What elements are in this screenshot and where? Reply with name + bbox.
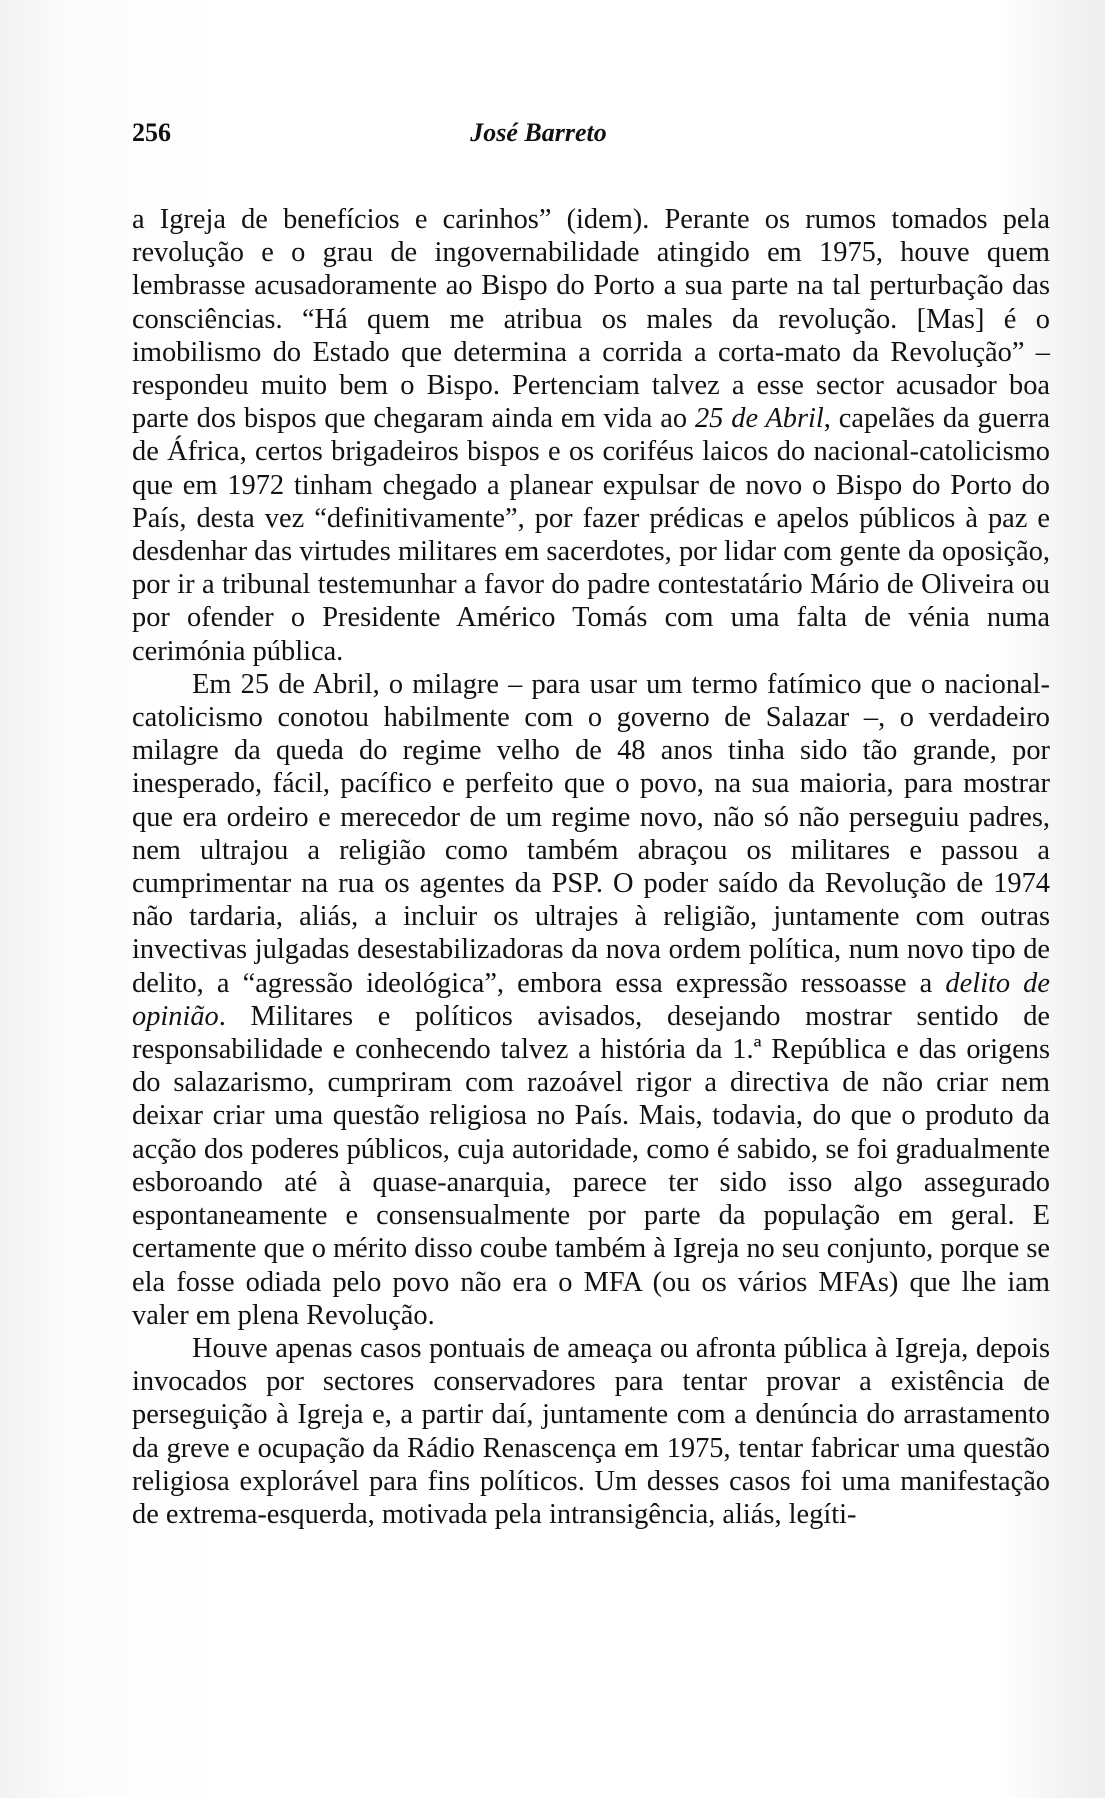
paragraph xyxy=(132,1332,1050,1531)
text-run-italic: 25 de Abril xyxy=(694,403,824,435)
page-number: 256 xyxy=(132,118,171,147)
paragraph xyxy=(132,668,1050,1332)
running-title: José Barreto xyxy=(470,118,607,147)
text-run-italic: delito de opinião xyxy=(132,967,1050,1032)
text-run: a Igreja de benefícios e carinhos” (idem). Perante os rumos tomados pela revolução e o grau de ingovernabilidade atingido em 1975, houve quem lembrasse acusadoramente ao Bispo do Porto a sua parte na tal perturbação das consciências. “Há quem me atribua os males da revolução. [Mas] é o imobilismo do Estado que determina a corrida a corta-mato da Revolução” – respondeu muito bem o Bispo. Pertenciam talvez a esse sector acusador boa parte dos bispos que chegaram ainda em vida ao xyxy=(132,204,1050,435)
text-run: . Militares e políticos avisados, desejando mostrar sentido de responsabilidade e conhecendo talvez a história da 1.ª República e das origens do salazarismo, cumpriram com razoável rigor a directiva de não criar nem deixar criar uma questão religiosa no País. Mais, todavia, do que o produto da acção dos poderes públicos, cuja autoridade, como é sabido, se foi gradualmente esboroando até à quase-anarquia, parece ter sido isso algo assegurado espontaneamente e consensualmente por parte da população em geral. E certamente que o mérito disso coube também à Igreja no seu conjunto, porque se ela fosse odiada pelo povo não era o MFA (ou os vários MFAs) que lhe iam valer em plena Revolução. xyxy=(132,1000,1050,1331)
text-run: Houve apenas casos pontuais de ameaça ou afronta pública à Igreja, depois invocados por sectores conservadores para tentar provar a existência de perseguição à Igreja e, a partir daí, juntamente com a denúncia do arrastamento da greve e ocupação da Rádio Renascença em 1975, tentar fabricar uma questão religiosa explorável para fins políticos. Um desses casos foi uma manifestação de extrema-esquerda, motivada pela intransigência, aliás, legíti- xyxy=(132,1332,1050,1530)
page-header xyxy=(132,118,1045,158)
paragraph xyxy=(132,203,1050,668)
body-text xyxy=(132,203,1050,1531)
text-run: , capelães da guerra de África, certos brigadeiros bispos e os coriféus laicos do nacional-catolicismo que em 1972 tinham chegado a planear expulsar de novo o Bispo do Porto do País, desta vez “definitivamente”, por fazer prédicas e apelos públicos à paz e desdenhar das virtudes militares em sacerdotes, por lidar com gente da oposição, por ir a tribunal testemunhar a favor do padre contestatário Mário de Oliveira ou por ofender o Presidente Américo Tomás com uma falta de vénia numa cerimónia pública. xyxy=(132,403,1051,667)
text-run: Em 25 de Abril, o milagre – para usar um termo fatímico que o nacional-catolicismo conotou habilmente com o governo de Salazar –, o verdadeiro milagre da queda do regime velho de 48 anos tinha sido tão grande, por inesperado, fácil, pacífico e perfeito que o povo, na sua maioria, para mostrar que era ordeiro e merecedor de um regime novo, não só não perseguiu padres, nem ultrajou a religião como também abraçou os militares e passou a cumprimentar na rua os agentes da PSP. O poder saído da Revolução de 1974 não tardaria, aliás, a incluir os ultrajes à religião, juntamente com outras invectivas julgadas desestabilizadoras da nova ordem política, num novo tipo de delito, a “agressão ideológica”, embora essa expressão ressoasse a xyxy=(132,668,1050,999)
